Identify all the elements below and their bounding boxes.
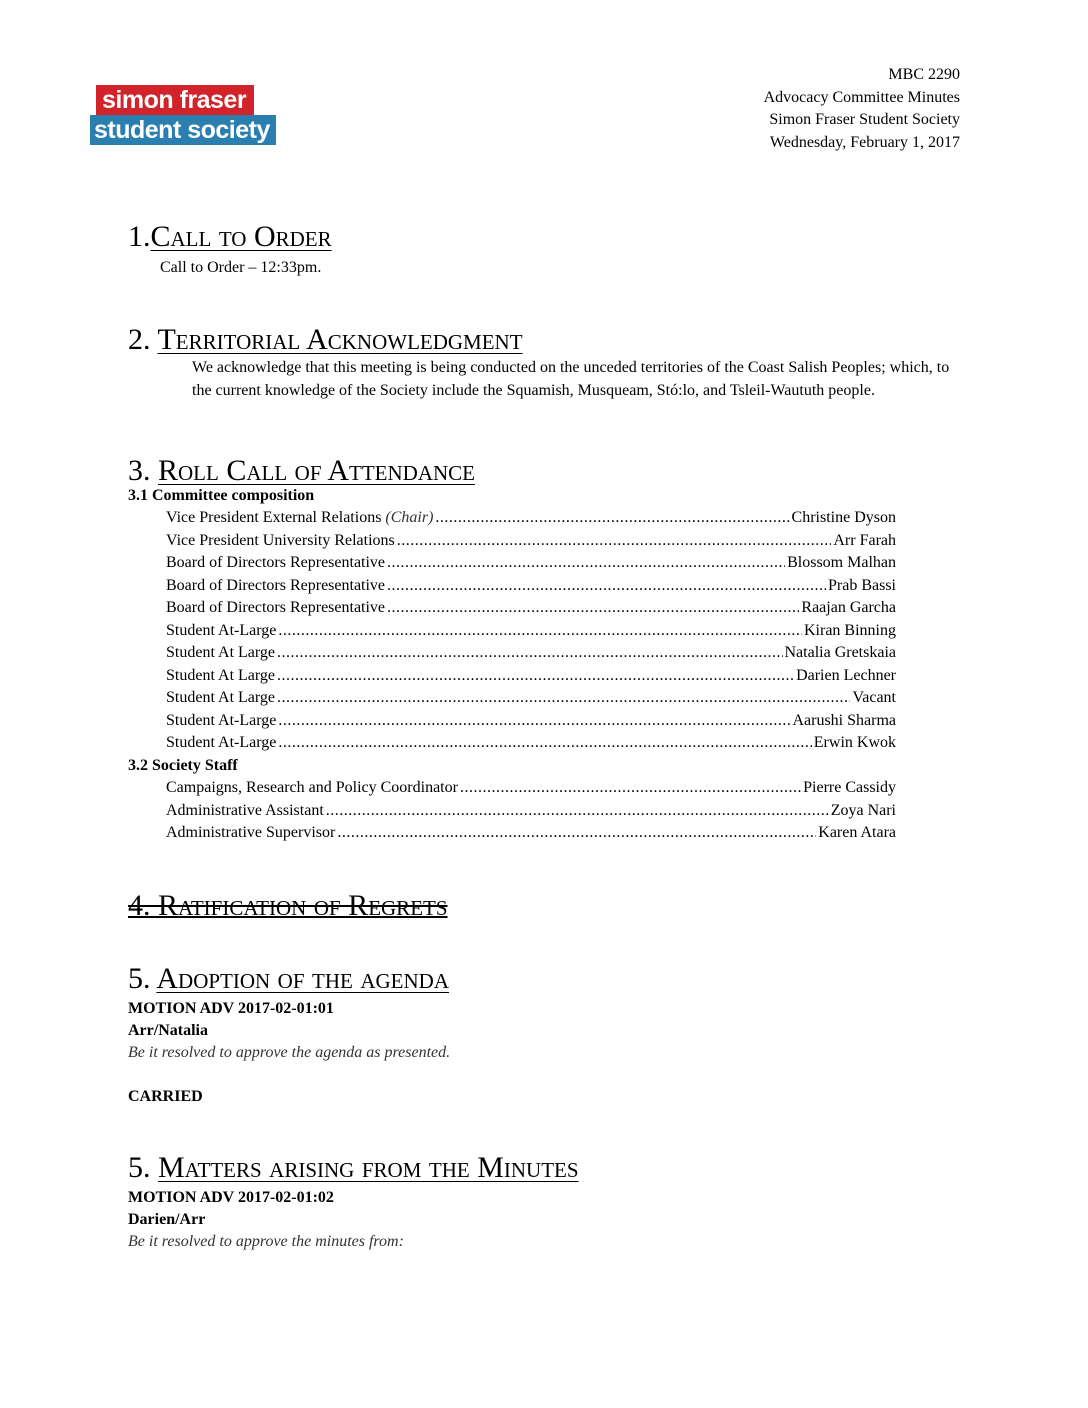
committee-composition-heading: 3.1 Committee composition [128, 487, 315, 504]
roster-name: Raajan Garcha [801, 599, 896, 616]
meeting-room: MBC 2290 [888, 66, 960, 83]
roster-row [166, 642, 896, 665]
roster-name: Pierre Cassidy [803, 779, 896, 796]
roster-row [166, 665, 896, 688]
motion-movers: Darien/Arr [128, 1211, 206, 1228]
section-1-heading [128, 220, 332, 254]
motion-movers: Arr/Natalia [128, 1022, 208, 1039]
section-3-heading [128, 454, 475, 488]
section-title: Ratification of Regrets [158, 889, 448, 922]
organization-name: Simon Fraser Student Society [769, 111, 960, 128]
roster-role: Board of Directors Representative [166, 576, 386, 594]
sfss-logo [90, 85, 276, 145]
section-title: Adoption of the agenda [156, 962, 450, 995]
roster-role: Vice President University Relations [166, 531, 395, 549]
roster-row [166, 800, 896, 823]
roster-role: Administrative Supervisor [166, 824, 336, 841]
motion-result: CARRIED [128, 1088, 203, 1105]
section-5-heading [128, 962, 449, 996]
roster-name: Darien Lechner [796, 666, 896, 684]
section-number: 3. [128, 454, 158, 487]
roster-role: Campaigns, Research and Policy Coordinator [166, 779, 458, 796]
section-matters-arising-heading [128, 1151, 579, 1185]
section-title: Territorial Acknowledgment [157, 323, 523, 356]
roster-role: Board of Directors Representative [166, 554, 386, 571]
roster-role: Administrative Assistant [166, 801, 324, 819]
roster-row [166, 597, 896, 620]
document-header [764, 64, 960, 154]
roster-role: Student At-Large [166, 734, 277, 751]
roster-name: Kiran Binning [804, 621, 896, 639]
call-to-order-text: Call to Order – 12:33pm. [160, 259, 322, 276]
territorial-acknowledgment-text: We acknowledge that this meeting is being conducted on the unceded territories of the Coast Salish Peoples; which, to the current knowledge of the Society include the Squamish, Musqueam, Stó:lo, and Tsleil-Waututh people. [192, 359, 950, 399]
roster-row [166, 575, 896, 598]
section-number: 2. [128, 323, 158, 356]
logo-line-2: student society [90, 115, 276, 145]
document-title: Advocacy Committee Minutes [763, 88, 960, 106]
roster-row [166, 710, 896, 733]
roster-name: Zoya Nari [830, 801, 896, 819]
motion-number: MOTION ADV 2017-02-01:02 [128, 1189, 334, 1206]
roster-row [166, 732, 896, 755]
roster-name: Karen Atara [818, 824, 896, 841]
roster-role: Vice President External Relations (Chair) [166, 509, 434, 526]
section-number: 4. [128, 889, 158, 922]
roster-name: Aarushi Sharma [792, 711, 896, 729]
motion-resolution: Be it resolved to approve the agenda as presented. [128, 1044, 451, 1061]
section-2-heading [128, 323, 523, 357]
roster-name: Natalia Gretskaia [784, 644, 896, 661]
section-title: Matters arising from the Minutes [158, 1151, 579, 1184]
roster-row [166, 822, 896, 845]
section-title: Call to Order [150, 220, 332, 253]
roster-role: Student At-Large [166, 621, 277, 639]
roster-role: Student At-Large [166, 711, 277, 729]
roster-name: Prab Bassi [828, 576, 896, 594]
logo-line-1: simon fraser [96, 85, 254, 115]
roster-row [166, 777, 896, 800]
chair-note: (Chair) [385, 509, 434, 526]
roster-name: Christine Dyson [791, 509, 896, 526]
section-title: Roll Call of Attendance [158, 454, 475, 487]
roster-row [166, 552, 896, 575]
roster-name: Blossom Malhan [787, 554, 896, 571]
society-staff-heading: 3.2 Society Staff [128, 757, 238, 774]
motion-resolution: Be it resolved to approve the minutes from: [128, 1233, 404, 1250]
section-number: 1. [128, 220, 151, 253]
roster-role: Student At Large [166, 644, 276, 661]
staff-roster [166, 777, 896, 845]
meeting-date: Wednesday, February 1, 2017 [769, 133, 960, 151]
roster-role: Student At Large [166, 689, 276, 706]
section-number: 5. [128, 1151, 158, 1184]
committee-roster [166, 507, 896, 755]
motion-number: MOTION ADV 2017-02-01:01 [128, 1000, 334, 1017]
roster-row [166, 620, 896, 643]
roster-role: Student At Large [166, 666, 276, 684]
roster-name: Erwin Kwok [813, 734, 896, 751]
roster-row [166, 530, 896, 553]
section-number: 5. [128, 962, 157, 995]
roster-name: Vacant [852, 689, 896, 706]
roster-name: Arr Farah [833, 531, 896, 549]
roster-row [166, 507, 896, 530]
roster-role: Board of Directors Representative [166, 599, 386, 616]
roster-row [166, 687, 896, 710]
section-4-heading [128, 889, 448, 923]
